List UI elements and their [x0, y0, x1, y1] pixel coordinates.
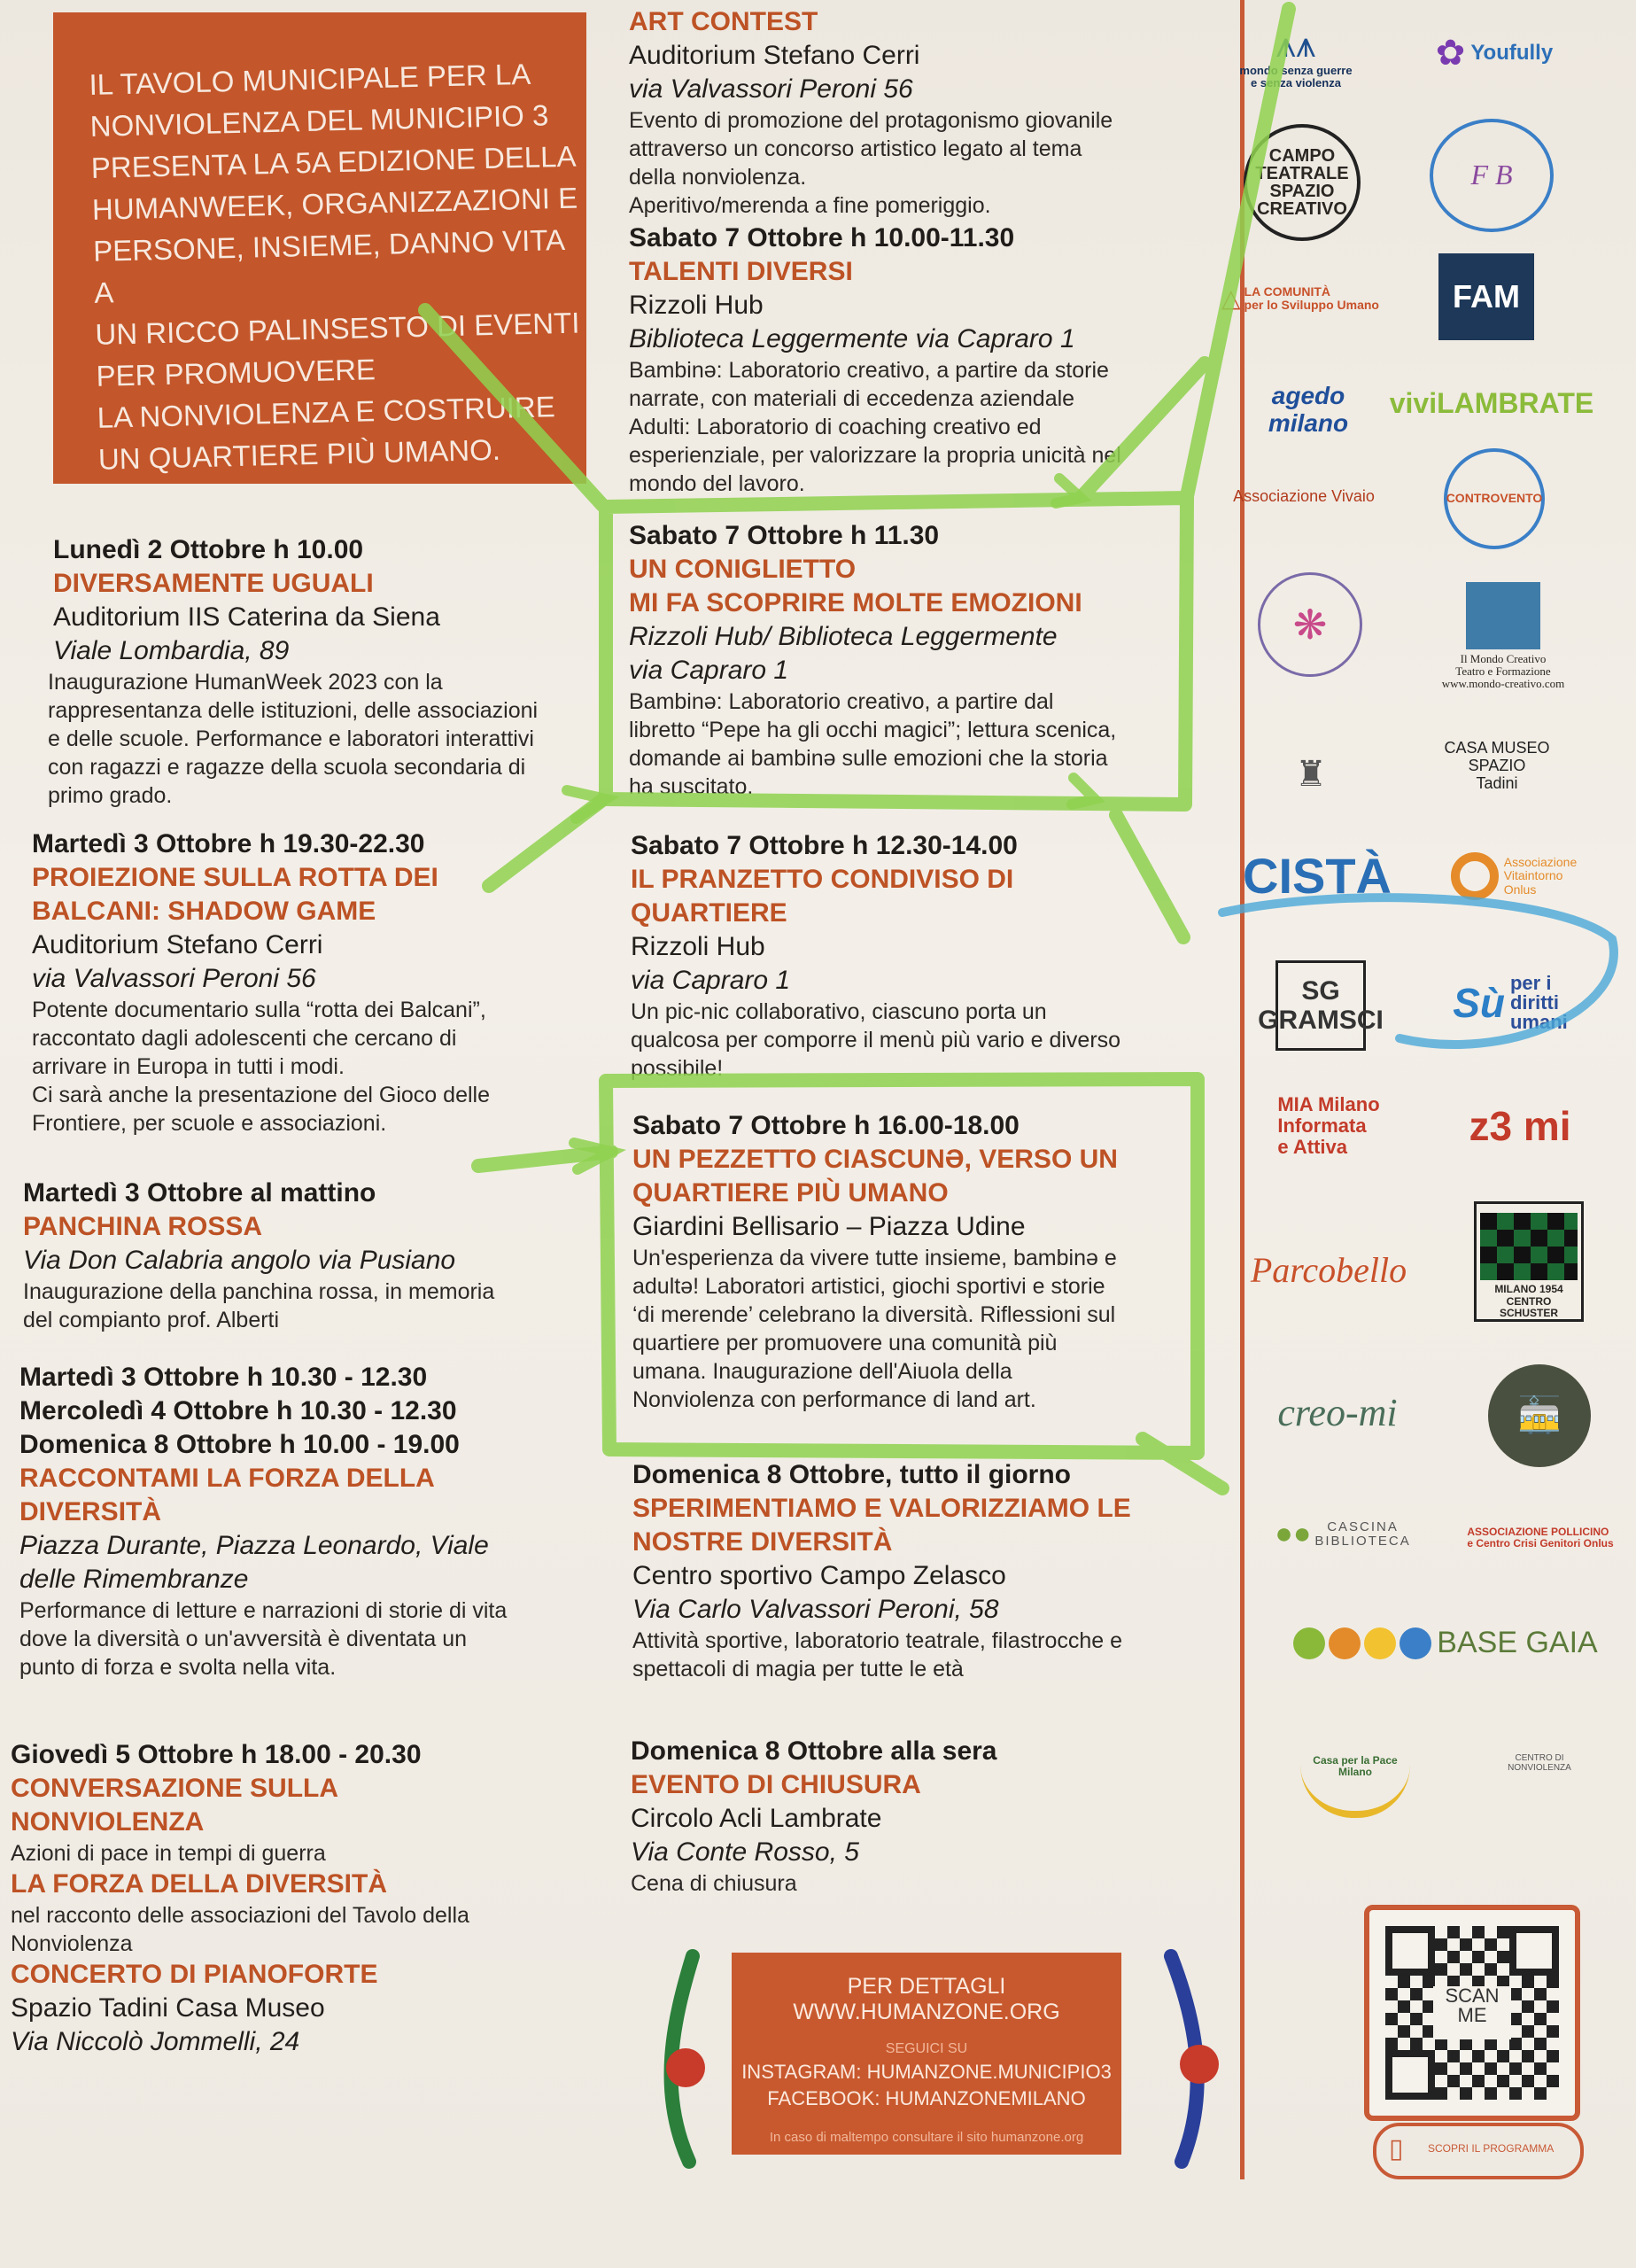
- event-title: TALENTI DIVERSI: [629, 257, 853, 286]
- qr-code[interactable]: [1364, 1905, 1580, 2121]
- logo-fb-globe: F B: [1430, 119, 1554, 232]
- event-address: via Capraro 1: [631, 966, 791, 995]
- event-chiusura: [631, 1735, 1198, 1898]
- logo-z3-mi: z3 mi: [1469, 1102, 1571, 1149]
- event-description: Cena di chiusura: [631, 1871, 797, 1896]
- event-date: Lunedì 2 Ottobre h 10.00: [53, 535, 364, 564]
- event-date: Giovedì 5 Ottobre h 18.00 - 20.30: [11, 1740, 422, 1769]
- logo-crest: [1231, 739, 1391, 810]
- event-title: UN CONIGLIETTO MI FA SCOPRIRE MOLTE EMOZIONI: [629, 555, 1082, 617]
- event-title: UN PEZZETTO CIASCUNƏ, VERSO UN QUARTIERE PIÙ UMANO: [632, 1145, 1118, 1208]
- logo-pollicino: ASSOCIAZIONE POLLICINO e Centro Crisi Genitori Onlus: [1467, 1525, 1614, 1550]
- event-address: Via Don Calabria angolo via Pusiano: [23, 1246, 456, 1275]
- event-date: Martedì 3 Ottobre h 19.30-22.30: [32, 829, 425, 858]
- event-proiezione-balcani: [32, 827, 599, 1138]
- instagram-link[interactable]: INSTAGRAM: HUMANZONE.MUNICIPIO3: [741, 2061, 1112, 2083]
- event-title-2: LA FORZA DELLA DIVERSITÀ: [11, 1869, 387, 1899]
- logo-cascina-biblioteca: ●● CASCINA BIBLIOTECA: [1275, 1517, 1411, 1551]
- event-description: Azioni di pace in tempi di guerra: [11, 1841, 326, 1866]
- event-title: CONVERSAZIONE SULLA NONVIOLENZA: [11, 1774, 339, 1837]
- event-pezzetto-ciascuno: [632, 1109, 1199, 1414]
- event-description: Un pic-nic collaborativo, ciascuno porta un qualcosa per comporre il menù più vario e diverso possibile!: [631, 999, 1121, 1081]
- event-title: EVENTO DI CHIUSURA: [631, 1770, 921, 1799]
- event-title: RACCONTAMI LA FORZA DELLA DIVERSITÀ: [19, 1464, 435, 1526]
- flower-icon: ✿: [1435, 34, 1466, 73]
- event-date: Sabato 7 Ottobre h 12.30-14.00: [631, 831, 1018, 860]
- event-venue: Rizzoli Hub/ Biblioteca Leggermente: [629, 622, 1058, 651]
- event-description-2: nel racconto delle associazioni del Tavolo della Nonviolenza: [11, 1903, 469, 1956]
- event-address: Viale Lombardia, 89: [53, 636, 290, 665]
- dancers-icon: ❋: [1292, 601, 1328, 648]
- event-art-contest: [629, 5, 1196, 220]
- crest-icon: ♜: [1295, 755, 1327, 794]
- event-date: Domenica 8 Ottobre alla sera: [631, 1736, 997, 1766]
- event-coniglietto: [629, 519, 1196, 801]
- logo-centro-schuster: MILANO 1954 CENTRO SCHUSTER: [1474, 1201, 1584, 1322]
- event-venue: Centro sportivo Campo Zelasco: [632, 1561, 1006, 1590]
- logo-vitaintorno: Associazione Vitaintorno Onlus: [1430, 845, 1598, 907]
- column-divider: [1240, 0, 1244, 2179]
- logo-parcobello: Parcobello: [1250, 1250, 1407, 1290]
- event-diversamente-uguali: [48, 533, 602, 810]
- event-description: Bambinə: Laboratorio creativo, a partire da storie narrate, con materiali di eccedenza aziendale Adulti: Laboratorio di coaching creativo ed esperienziale, per valorizzare la propria unicità nel mondo del lavoro.: [629, 358, 1121, 496]
- logo-train-circle: [1488, 1364, 1591, 1467]
- event-venue: Auditorium IIS Caterina da Siena: [53, 602, 440, 632]
- logo-la-comunita: △ LA COMUNITÀ per lo Sviluppo Umano: [1221, 284, 1379, 312]
- event-venue: Auditorium Stefano Cerri: [32, 930, 323, 959]
- event-description: Attività sportive, laboratorio teatrale, filastrocche e spettacoli di magia per tutte le età: [632, 1628, 1123, 1682]
- logo-mondo-senza-guerre: ⩚⩚ mondo senza guerre e senza violenza: [1239, 25, 1353, 89]
- su-mark: Sù: [1453, 979, 1505, 1026]
- weather-note: In caso di maltempo consultare il sito humanzone.org: [769, 2130, 1084, 2145]
- event-address: Piazza Durante, Piazza Leonardo, Viale delle Rimembranze: [19, 1531, 489, 1594]
- event-title: DIVERSAMENTE UGUALI: [53, 569, 374, 598]
- logo-associazione-vivaio: Associazione Vivaio: [1233, 487, 1375, 506]
- event-description: Potente documentario sulla “rotta dei Balcani”, raccontato dagli adolescenti che cercano di arrivare in Europa in tutti i modi. Ci sarà anche la presentazione del Gioco delle Frontiere, per scuole e associazioni.: [32, 998, 490, 1136]
- event-title: IL PRANZETTO CONDIVISO DI QUARTIERE: [631, 865, 1014, 928]
- event-title-3: CONCERTO DI PIANOFORTE: [11, 1960, 378, 1989]
- event-description: Evento di promozione del protagonismo giovanile attraverso un concorso artistico legato al tema della nonviolenza. Aperitivo/merenda a fine pomeriggio.: [629, 108, 1113, 218]
- details-link[interactable]: PER DETTAGLI WWW.HUMANZONE.ORG: [793, 1974, 1060, 2024]
- logo-il-mondo-creativo: Il Mondo Creativo Teatro e Formazione www.mondo-creativo.com: [1426, 576, 1580, 696]
- intro-text: IL TAVOLO MUNICIPALE PER LA NONVIOLENZA DEL MUNICIPIO 3 PRESENTA LA 5A EDIZIONE DELLA HUMANWEEK, ORGANIZZAZIONI E PERSONE, INSIEME, DANNO VITA A UN RICCO PALINSESTO DI EVENTI PER PROMUOVERE LA NONVIOLENZA E COSTRUIRE UN QUARTIERE PIÙ UMANO.: [89, 57, 580, 476]
- event-sperimentiamo: [632, 1458, 1217, 1683]
- event-panchina-rossa: [23, 1177, 599, 1334]
- event-conversazione: [11, 1738, 604, 2059]
- logo-agedo: agedo milano: [1268, 382, 1349, 437]
- tree-icon: ●●: [1275, 1517, 1312, 1551]
- event-date: Martedì 3 Ottobre al mattino: [23, 1178, 376, 1208]
- logo-centro-nonviolenza: CENTRO DI NONVIOLENZA: [1508, 1753, 1571, 1773]
- logo-vivi-lambrate: viviLAMBRATE: [1389, 387, 1594, 420]
- event-date: Sabato 7 Ottobre h 11.30: [629, 521, 940, 550]
- event-title: PANCHINA ROSSA: [23, 1212, 263, 1241]
- phone-icon: ▯: [1389, 2134, 1404, 2163]
- event-venue: Giardini Bellisario – Piazza Udine: [632, 1212, 1026, 1241]
- triangle-icon: △: [1221, 284, 1241, 312]
- event-date: Sabato 7 Ottobre h 10.00-11.30: [629, 223, 1015, 252]
- logo-base-gaia: BASE GAIA: [1437, 1626, 1598, 1660]
- event-description: Performance di letture e narrazioni di storie di vita dove la diversità o un'avversità è diventata un punto di forza e svolta nella vita.: [19, 1598, 508, 1680]
- logo-cista: CISTÀ: [1243, 848, 1392, 905]
- event-venue: Circolo Acli Lambrate: [631, 1804, 882, 1833]
- event-description: Un'esperienza da vivere tutte insieme, bambinə e adultə! Laboratori artistici, giochi sportivi e storie ‘di merende’ celebrano la diversità. Riflessioni sul quartiere per promuovere una comunità più umana. Inaugurazione dell'Aiuola della Nonviolenza con performance di land art.: [632, 1246, 1117, 1412]
- logo-fam: FAM: [1438, 253, 1534, 340]
- event-title: ART CONTEST: [629, 7, 818, 36]
- event-venue: Spazio Tadini Casa Museo: [11, 1993, 325, 2023]
- moon-painting-icon: [1466, 582, 1540, 649]
- event-address: via Valvassori Peroni 56: [32, 964, 316, 993]
- event-title: PROIEZIONE SULLA ROTTA DEI BALCANI: SHADOW GAME: [32, 863, 438, 926]
- facebook-link[interactable]: FACEBOOK: HUMANZONEMILANO: [767, 2087, 1086, 2109]
- checker-icon: [1480, 1213, 1578, 1280]
- event-talenti-diversi: [629, 221, 1196, 498]
- train-icon: 🚋: [1517, 1396, 1562, 1435]
- event-date: Domenica 8 Ottobre, tutto il giorno: [632, 1460, 1071, 1489]
- logo-colored-circles: [1291, 1621, 1433, 1666]
- event-description: Inaugurazione della panchina rossa, in memoria del compianto prof. Alberti: [23, 1279, 495, 1332]
- scan-me-label: SCAN ME: [1433, 1986, 1511, 2039]
- logo-mia: MIA Milano Informata e Attiva: [1277, 1092, 1380, 1159]
- event-address: Via Conte Rosso, 5: [631, 1837, 859, 1867]
- event-date: Sabato 7 Ottobre h 16.00-18.00: [632, 1111, 1020, 1140]
- people-icon: ⩚⩚: [1275, 25, 1316, 65]
- logo-controvento: CONTROVENTO: [1444, 448, 1545, 549]
- footer-info-box: [732, 1953, 1121, 2155]
- event-venue: Rizzoli Hub: [631, 932, 765, 961]
- logo-casa-per-la-pace: Casa per la Pace Milano: [1300, 1722, 1410, 1818]
- logo-youfully: ✿ Youfully: [1435, 34, 1554, 73]
- event-date: Martedì 3 Ottobre h 10.30 - 12.30 Mercoledì 4 Ottobre h 10.30 - 12.30 Domenica 8 Ottobre h 10.00 - 19.00: [19, 1363, 460, 1459]
- logo-sg-gramsci: SG GRAMSCI: [1275, 960, 1366, 1051]
- event-venue: Rizzoli Hub: [629, 291, 764, 320]
- logo-campo-teatrale: CAMPO TEATRALE SPAZIO CREATIVO: [1244, 124, 1361, 241]
- scopri-programma-button[interactable]: [1373, 2123, 1584, 2179]
- logo-spazio-tadini: CASA MUSEO SPAZIO Tadini: [1444, 739, 1550, 792]
- event-address: Biblioteca Leggermente via Capraro 1: [629, 324, 1075, 353]
- event-pranzetto: [631, 829, 1198, 1083]
- event-venue: Auditorium Stefano Cerri: [629, 41, 920, 70]
- event-description: Inaugurazione HumanWeek 2023 con la rappresentanza delle istituzioni, delle associazioni e delle scuole. Performance e laboratori interattivi con ragazzi e ragazze della scuola secondaria di primo grado.: [48, 670, 539, 808]
- event-address: via Valvassori Peroni 56: [629, 74, 913, 104]
- event-title: SPERIMENTIAMO E VALORIZZIAMO LE NOSTRE DIVERSITÀ: [632, 1494, 1131, 1557]
- event-address: Via Niccolò Jommelli, 24: [11, 2027, 300, 2056]
- event-raccontami: [19, 1361, 604, 1682]
- logo-creo-mi: creo-mi: [1277, 1390, 1398, 1434]
- follow-label: SEGUICI SU: [885, 2041, 968, 2056]
- logo-diritti-umani: Sù per i diritti umani: [1453, 972, 1568, 1033]
- event-description: Bambinə: Laboratorio creativo, a partire dal libretto “Pepe ha gli occhi magici”; lettura scenica, domande ai bambinə sulle emozioni che la storia ha suscitato.: [629, 689, 1117, 799]
- logo-circle-emblem: [1258, 572, 1362, 677]
- event-address: via Capraro 1: [629, 656, 789, 685]
- ring-icon: [1451, 852, 1499, 900]
- scopri-programma-label: SCOPRI IL PROGRAMMA: [1428, 2142, 1555, 2155]
- intro-box: [53, 12, 586, 484]
- event-address: Via Carlo Valvassori Peroni, 58: [632, 1595, 999, 1624]
